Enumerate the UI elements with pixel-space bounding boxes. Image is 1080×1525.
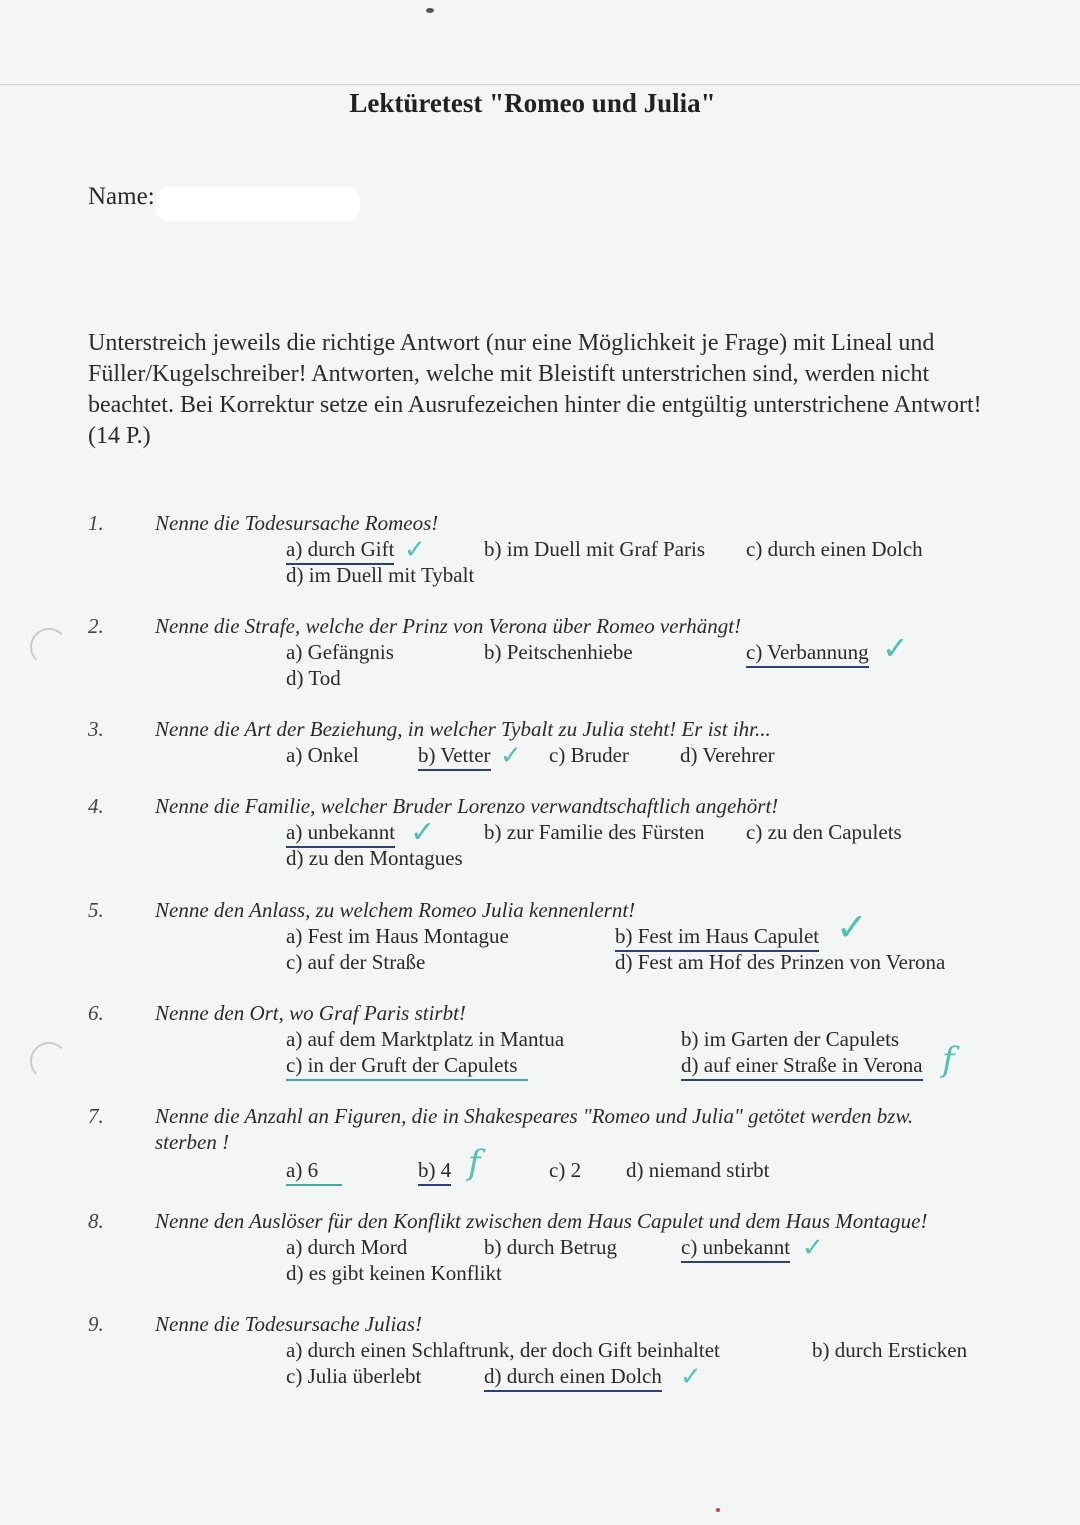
option-b: b) im Garten der Capulets bbox=[681, 1027, 900, 1051]
option-a: a) Fest im Haus Montague bbox=[286, 924, 509, 948]
option-c: c) Julia überlebt bbox=[286, 1364, 422, 1388]
option-b: b) durch Betrug bbox=[484, 1235, 617, 1259]
option-b: b) im Duell mit Graf Paris bbox=[484, 537, 706, 561]
question-number: 5. bbox=[88, 898, 104, 922]
question-text: Nenne den Auslöser für den Konflikt zwischen dem Haus Capulet und dem Haus Montague! bbox=[155, 1209, 928, 1233]
question-number: 6. bbox=[88, 1001, 104, 1025]
question-text: Nenne die Anzahl an Figuren, die in Shakespeares "Romeo und Julia" getötet werden bzw. bbox=[155, 1104, 914, 1128]
option-c: c) in der Gruft der Capulets bbox=[286, 1053, 528, 1081]
option-a: a) auf dem Marktplatz in Mantua bbox=[286, 1027, 565, 1051]
option-a: a) durch einen Schlaftrunk, der doch Gift beinhaltet bbox=[286, 1338, 720, 1362]
check-mark-icon: ✓ bbox=[404, 535, 426, 565]
punch-hole-mark bbox=[30, 628, 68, 666]
option-d: d) im Duell mit Tybalt bbox=[286, 563, 475, 587]
option-b: b) Fest im Haus Capulet bbox=[615, 924, 819, 952]
option-b: b) durch Ersticken bbox=[812, 1338, 968, 1362]
option-d: d) Fest am Hof des Prinzen von Verona bbox=[615, 950, 946, 974]
option-a: a) Gefängnis bbox=[286, 640, 394, 664]
option-c: c) unbekannt bbox=[681, 1235, 790, 1263]
question-text: Nenne die Todesursache Romeos! bbox=[155, 511, 439, 535]
option-b: b) Peitschenhiebe bbox=[484, 640, 633, 664]
question-text: Nenne die Strafe, welche der Prinz von Verona über Romeo verhängt! bbox=[155, 614, 742, 638]
option-c: c) durch einen Dolch bbox=[746, 537, 923, 561]
question-number: 4. bbox=[88, 794, 104, 818]
punch-hole-mark bbox=[30, 1042, 68, 1080]
option-a: a) 6 bbox=[286, 1158, 342, 1186]
option-d: d) es gibt keinen Konflikt bbox=[286, 1261, 502, 1285]
check-mark-icon: ✓ bbox=[500, 741, 522, 771]
check-mark-icon: ✓ bbox=[802, 1233, 824, 1263]
option-a: a) durch Gift bbox=[286, 537, 394, 565]
question-text: Nenne die Todesursache Julias! bbox=[155, 1312, 422, 1336]
question-number: 2. bbox=[88, 614, 104, 638]
option-c: c) zu den Capulets bbox=[746, 820, 902, 844]
question-number: 1. bbox=[88, 511, 104, 535]
option-d: d) durch einen Dolch bbox=[484, 1364, 662, 1392]
check-mark-icon: ✓ bbox=[680, 1362, 702, 1392]
instructions: Unterstreich jeweils die richtige Antwort (nur eine Möglichkeit je Frage) mit Lineal und Füller/Kugelschreiber! Antworten, welche mit Bleistift unterstrichen sind, werden nicht beachtet. Bei Korrektur setze ein Ausrufezeichen hinter die entgültig unterstrichene Antwort! (14 P.) bbox=[88, 330, 982, 449]
paper-top-edge bbox=[0, 84, 1080, 85]
question-number: 8. bbox=[88, 1209, 104, 1233]
name-label: Name: bbox=[88, 183, 155, 210]
question-number: 3. bbox=[88, 717, 104, 741]
correction-mark-icon: f bbox=[942, 1040, 955, 1080]
question-number: 9. bbox=[88, 1312, 104, 1336]
ink-speck bbox=[426, 8, 434, 13]
check-mark-icon: ✓ bbox=[836, 905, 868, 949]
option-c: c) Bruder bbox=[549, 743, 629, 767]
question-number: 7. bbox=[88, 1104, 104, 1128]
option-d: d) Tod bbox=[286, 666, 341, 690]
option-b: b) zur Familie des Fürsten bbox=[484, 820, 705, 844]
question-text-continued: sterben ! bbox=[155, 1130, 230, 1154]
question-text: Nenne die Art der Beziehung, in welcher Tybalt zu Julia steht! Er ist ihr... bbox=[155, 717, 771, 741]
option-c: c) auf der Straße bbox=[286, 950, 426, 974]
option-c: c) Verbannung bbox=[746, 640, 869, 668]
option-d: d) zu den Montagues bbox=[286, 846, 463, 870]
option-b: b) 4 bbox=[418, 1158, 451, 1186]
option-d: d) niemand stirbt bbox=[626, 1158, 770, 1182]
check-mark-icon: ✓ bbox=[410, 815, 436, 850]
option-a: a) Onkel bbox=[286, 743, 359, 767]
option-a: a) unbekannt bbox=[286, 820, 395, 848]
option-b: b) Vetter bbox=[418, 743, 491, 771]
question-text: Nenne den Ort, wo Graf Paris stirbt! bbox=[155, 1001, 466, 1025]
option-d: d) Verehrer bbox=[680, 743, 775, 767]
option-a: a) durch Mord bbox=[286, 1235, 408, 1259]
ink-speck bbox=[716, 1508, 720, 1512]
page-title: Lektüretest "Romeo und Julia" bbox=[349, 88, 716, 118]
correction-mark-icon: f bbox=[468, 1143, 481, 1183]
name-redaction bbox=[155, 186, 360, 222]
option-c: c) 2 bbox=[549, 1158, 582, 1182]
question-text: Nenne den Anlass, zu welchem Romeo Julia kennenlernt! bbox=[155, 898, 636, 922]
option-d: d) auf einer Straße in Verona bbox=[681, 1053, 923, 1081]
check-mark-icon: ✓ bbox=[882, 629, 909, 667]
question-text: Nenne die Familie, welcher Bruder Lorenzo verwandtschaftlich angehört! bbox=[155, 794, 779, 818]
